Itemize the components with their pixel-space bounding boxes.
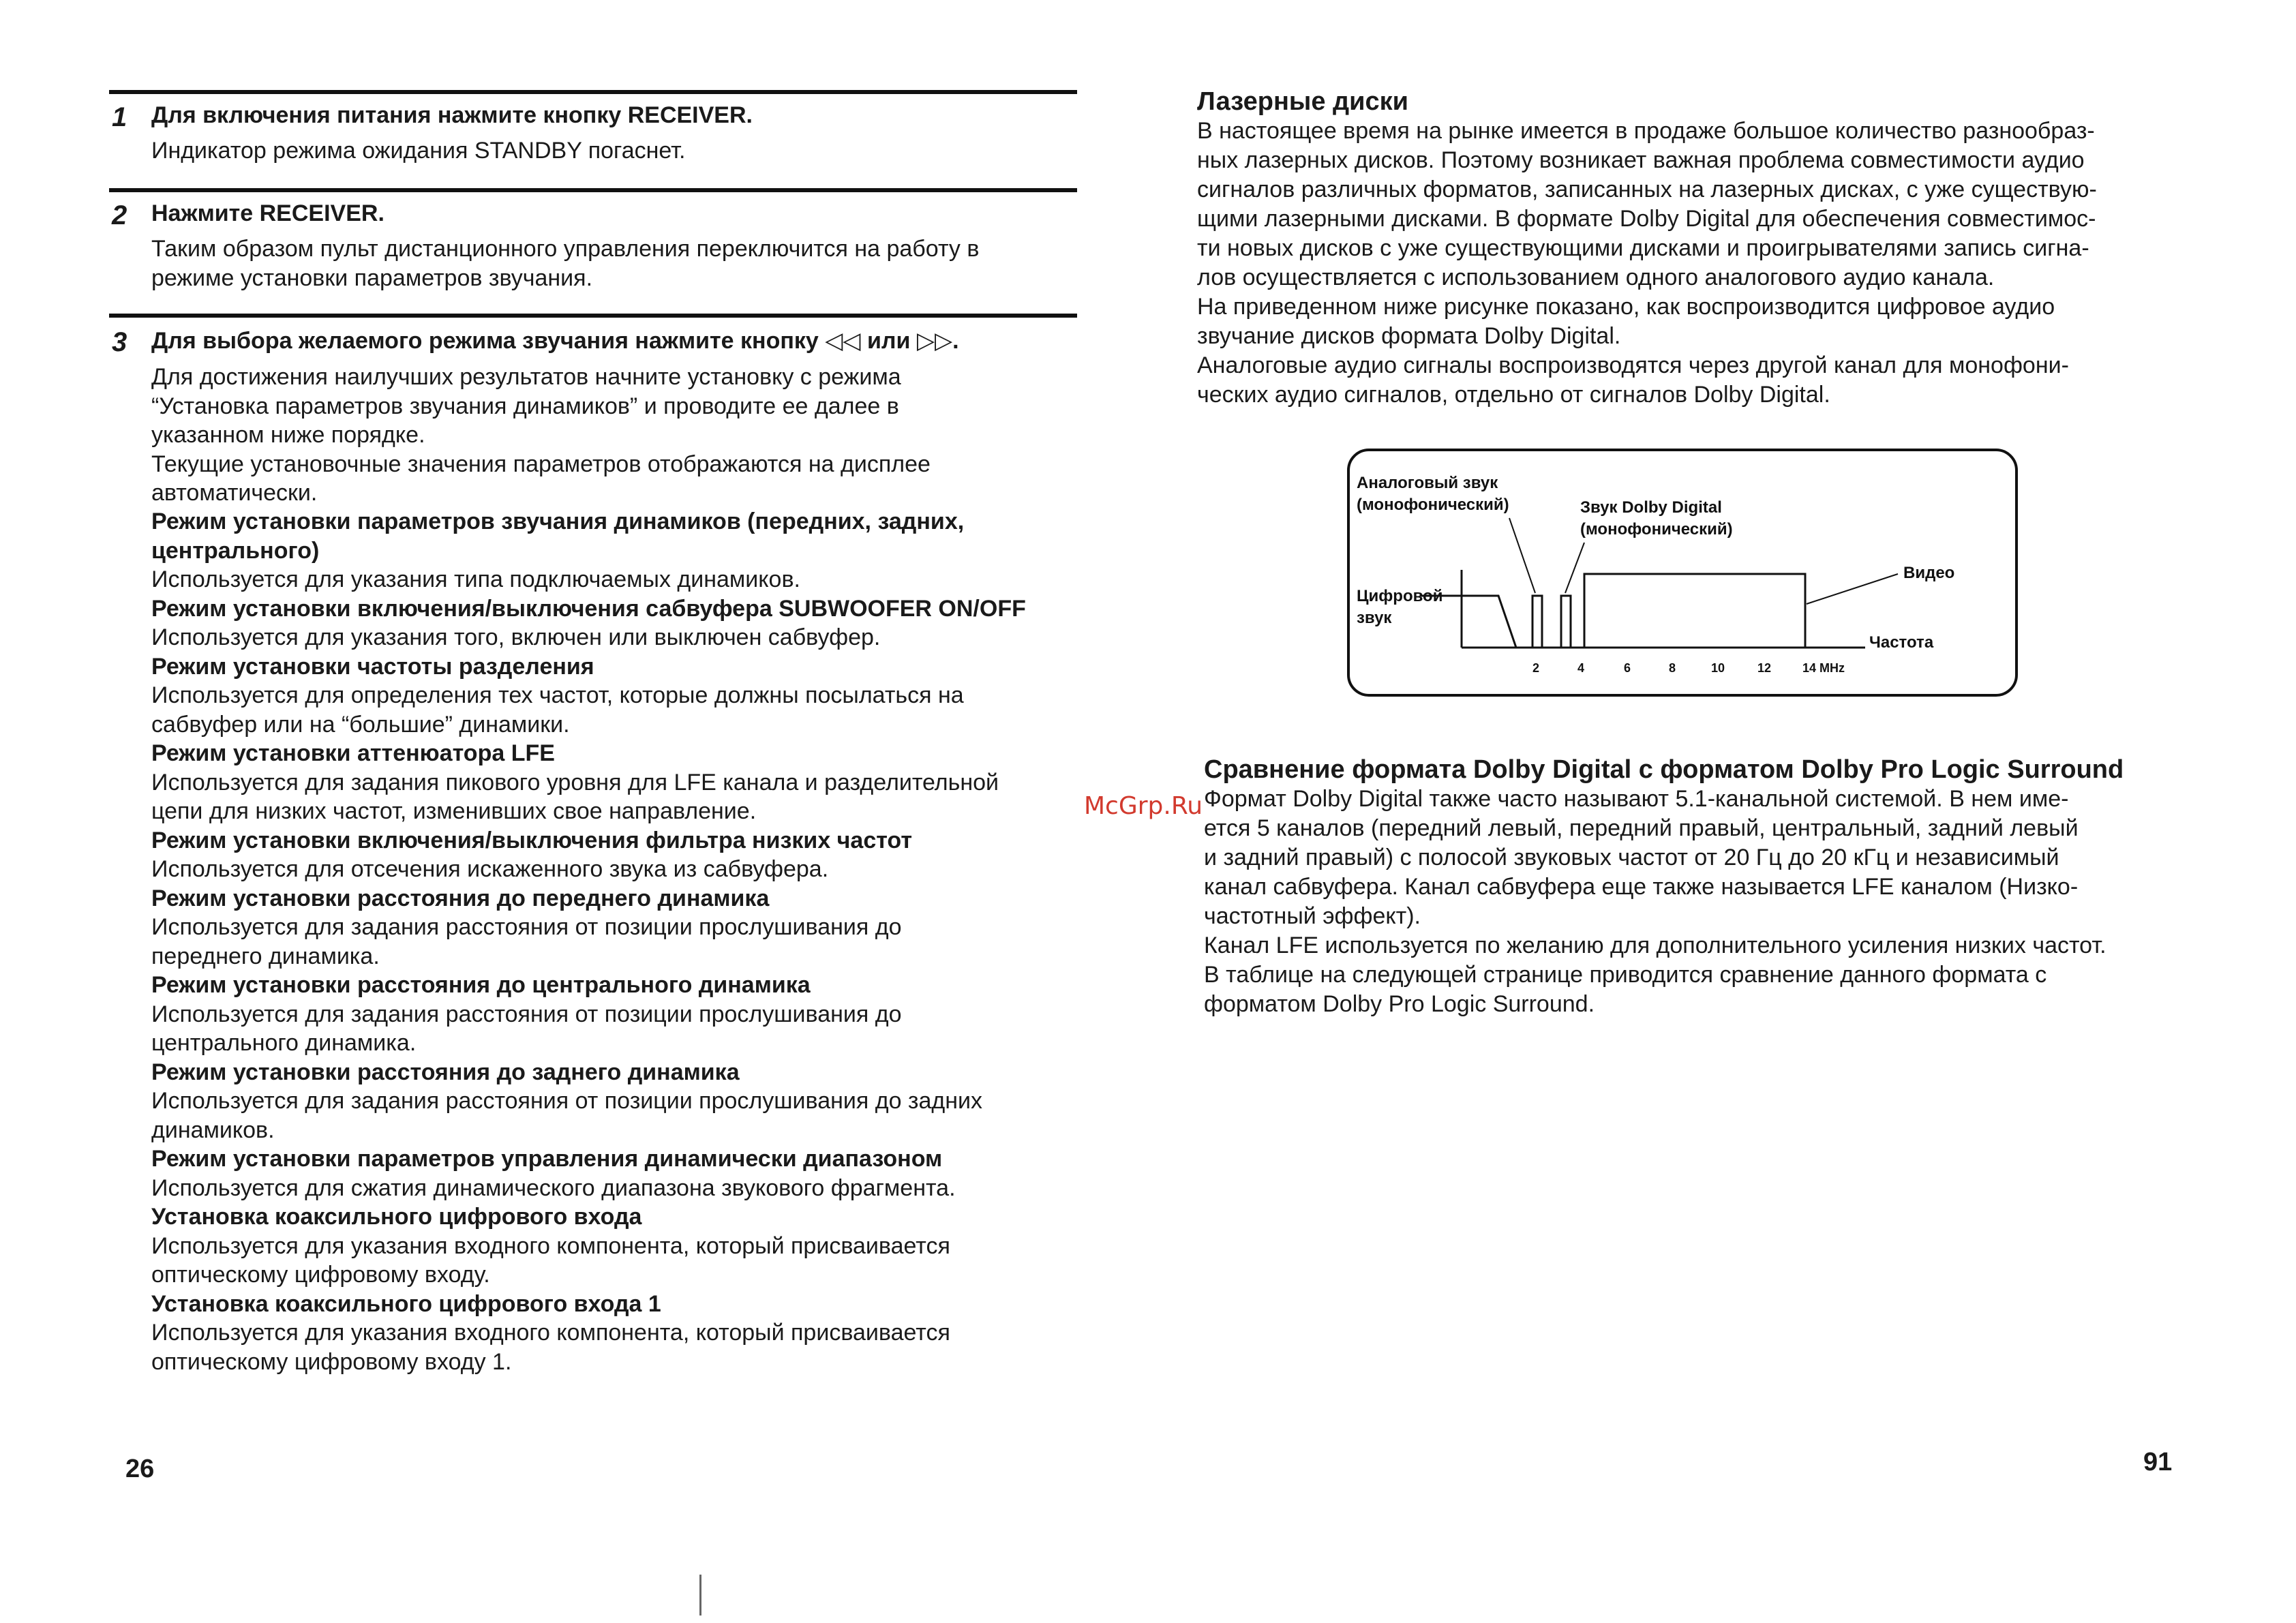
analog-pointer: [1509, 518, 1535, 593]
dolby-digital-spectrum-diagram: [1346, 447, 2019, 698]
step-1-heading: Для включения питания нажмите кнопку RECEIVER.: [151, 102, 753, 128]
analog-channel-bar: [1532, 596, 1542, 648]
video-band: [1584, 574, 1805, 648]
mode-crossover: Режим установки частоты разделения Используется для определения тех частот, которые должны посылаться на сабвуфер или на “большие” динамики.: [151, 653, 964, 738]
label-dolby-mono: (монофонический): [1580, 520, 1733, 539]
step-3-rule: [109, 314, 1077, 318]
tick-10: 10: [1711, 661, 1725, 675]
tick-8: 8: [1669, 661, 1676, 675]
step-2-rule: [109, 188, 1077, 192]
step-1-rule: [109, 90, 1077, 94]
dolby-pointer: [1565, 543, 1584, 593]
section-dolby-comparison-title: Сравнение формата Dolby Digital с форматом Dolby Pro Logic Surround: [1204, 755, 2124, 784]
step-3-number: 3: [112, 327, 127, 357]
right-page-number: 91: [2143, 1448, 2173, 1476]
label-analog-sound: Аналоговый звук: [1357, 474, 1498, 492]
step-3-heading: Для выбора желаемого режима звучания нажмите кнопку ◁◁ или ▷▷.: [151, 328, 959, 354]
spectrum-figure: [1346, 447, 2019, 698]
mode-center-distance: Режим установки расстояния до центрального динамика Используется для задания расстояния от позиции прослушивания до центрального динамика.: [151, 972, 902, 1056]
label-frequency: Частота: [1869, 633, 1934, 652]
mode-lowpass-filter: Режим установки включения/выключения фильтра низких частот Используется для отсечения искаженного звука из сабвуфера.: [151, 827, 913, 882]
mode-lfe-attenuator: Режим установки аттенюатора LFE Используется для задания пикового уровня для LFE канала и разделительной цепи для низких частот, изменивших свое направление.: [151, 740, 999, 824]
watermark: McGrp.Ru: [1084, 792, 1203, 820]
tick-6: 6: [1624, 661, 1631, 675]
video-pointer: [1807, 574, 1898, 604]
step-3-body: Для достижения наилучших результатов начните установку с режима “Установка параметров звучания динамиков” и проводите ее далее в указанном ниже порядке. Текущие установочные значения параметров отображаются на дисплее автоматически.: [151, 364, 931, 506]
label-digital-sound: Цифровой: [1357, 587, 1443, 605]
page-divider-mark: [699, 1575, 701, 1616]
mode-coaxial-input: Установка коаксильного цифрового входа Используется для указания входного компонента, который присваивается оптическому цифровому входу.: [151, 1204, 950, 1288]
label-dolby-sound: Звук Dolby Digital: [1580, 498, 1722, 517]
label-video: Видео: [1903, 564, 1955, 582]
label-digital-sound-2: звук: [1357, 609, 1392, 627]
step-2-body: Таким образом пульт дистанционного управления переключится на работу в режиме установки параметров звучания.: [151, 236, 980, 291]
modes-list: [151, 507, 1092, 1376]
dolby-channel-bar: [1561, 596, 1571, 648]
section-laser-discs: Лазерные диски В настоящее время на рынке имеется в продаже большое количество разнообраз- ных лазерных дисков. Поэтому возникает важная проблема совместимости аудио сигналов различных форматов, записанных на лазерных дисках, с уже существую- щими лазерными дисками. В формате Dolby Digital для обеспечения совместимос- ти новых дисков с уже существующими дисками и проигрывателями запись сигна- лов осуществляется с использованием одного аналогового аудио канала. На приведенном ниже рисунке показано, как воспроизводится цифровое аудио звучание дисков формата Dolby Digital. Аналоговые аудио сигналы воспроизводятся через другой канал для монофони- ческих аудио сигналов, отдельно от сигналов Dolby Digital.: [1197, 87, 2179, 410]
section-dolby-comparison: Сравнение формата Dolby Digital с форматом Dolby Pro Logic Surround Формат Dolby Digital также часто называют 5.1-канальной системой. В нем име- ется 5 каналов (передний левый, передний правый, центральный, задний левый и задний правый) с полосой звуковых частот от 20 Гц до 20 кГц и независимый канал сабвуфера. Канал сабвуфера еще также называется LFE каналом (Низко- частотный эффект). Канал LFE используется по желанию для дополнительного усиления низких частот. В таблице на следующей странице приводится сравнение данного формата с форматом Dolby Pro Logic Surround.: [1204, 755, 2186, 1019]
mode-speakers: Режим установки параметров звучания динамиков (передних, задних, центрального) Используется для указания типа подключаемых динамиков.: [151, 509, 965, 592]
mode-subwoofer: Режим установки включения/выключения сабвуфера SUBWOOFER ON/OFF Используется для указания того, включен или выключен сабвуфер.: [151, 595, 1026, 650]
step-1-number: 1: [112, 102, 127, 132]
tick-14mhz: 14 MHz: [1802, 661, 1845, 675]
step-2-number: 2: [112, 200, 127, 230]
step-1-body: Индикатор режима ожидания STANDBY погаснет.: [151, 138, 686, 164]
tick-4: 4: [1577, 661, 1585, 675]
label-analog-mono: (монофонический): [1357, 496, 1509, 514]
mode-coaxial-input-1: Установка коаксильного цифрового входа 1 Используется для указания входного компонента, который присваивается оптическому цифровому входу 1.: [151, 1290, 950, 1375]
left-page-number: 26: [125, 1455, 155, 1483]
step-2-heading: Нажмите RECEIVER.: [151, 200, 384, 226]
tick-2: 2: [1532, 661, 1540, 675]
tick-12: 12: [1757, 661, 1772, 675]
mode-front-distance: Режим установки расстояния до переднего динамика Используется для задания расстояния от позиции прослушивания до переднего динамика.: [151, 885, 902, 969]
mode-dynamic-range: Режим установки параметров управления динамически диапазоном Используется для сжатия динамического диапазона звукового фрагмента.: [151, 1146, 956, 1201]
mode-rear-distance: Режим установки расстояния до заднего динамика Используется для задания расстояния от позиции прослушивания до задних динамиков.: [151, 1059, 983, 1143]
section-laser-discs-title: Лазерные диски: [1197, 87, 1409, 116]
